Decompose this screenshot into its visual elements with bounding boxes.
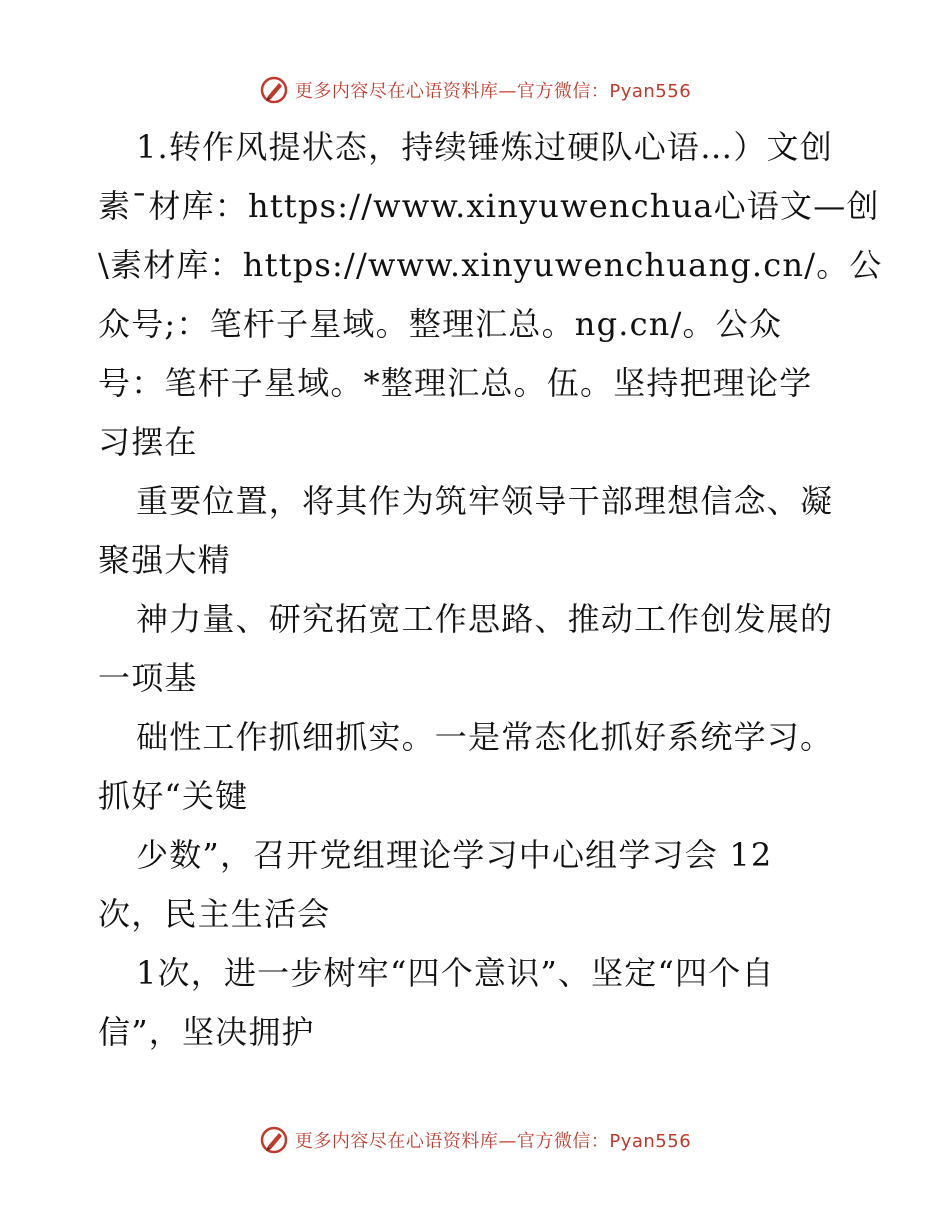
text-line: 重要位置，将其作为筑牢领导干部理想信念、凝 <box>136 482 834 520</box>
text-line: 少数”，召开党组理论学习中心组学习会 12 <box>136 836 773 874</box>
text-line: 号：笔杆子星域。*整理汇总。伍。坚持把理论学 <box>98 364 813 402</box>
text-line: 次，民主生活会 <box>98 895 331 933</box>
text-line: \素材库：https://www.xinyuwenchuang.cn/。公 <box>98 246 883 284</box>
document-body <box>98 118 883 1062</box>
text-line: 众号;：笔杆子星域。整理汇总。ng.cn/。公众 <box>98 305 783 343</box>
footer-watermark <box>0 1120 950 1160</box>
text-line: 神力量、研究拓宽工作思路、推动工作创发展的 <box>136 600 834 638</box>
header-watermark-text: 更多内容尽在心语资料库—官方微信：Pyan556 <box>294 81 692 102</box>
footer-watermark-text: 更多内容尽在心语资料库—官方微信：Pyan556 <box>294 1131 692 1152</box>
pen-logo-icon <box>259 75 289 105</box>
text-line: 抓好“关键 <box>98 777 249 815</box>
text-line: 1.转作风提状态，持续锤炼过硬队心语…）文创 <box>136 128 833 166</box>
text-line: 素¯材库：https://www.xinyuwenchua心语文—创 <box>98 187 880 225</box>
text-line: 习摆在 <box>98 423 198 461</box>
header-watermark <box>0 70 950 110</box>
pen-logo-icon <box>259 1125 289 1155</box>
text-line: 一项基 <box>98 659 198 697</box>
text-line: 1次，进一步树牢“四个意识”、坚定“四个自 <box>136 954 775 992</box>
text-line: 信”，坚决拥护 <box>98 1013 315 1051</box>
text-line: 聚强大精 <box>98 541 231 579</box>
text-line: 础性工作抓细抓实。一是常态化抓好系统学习。 <box>136 718 834 756</box>
